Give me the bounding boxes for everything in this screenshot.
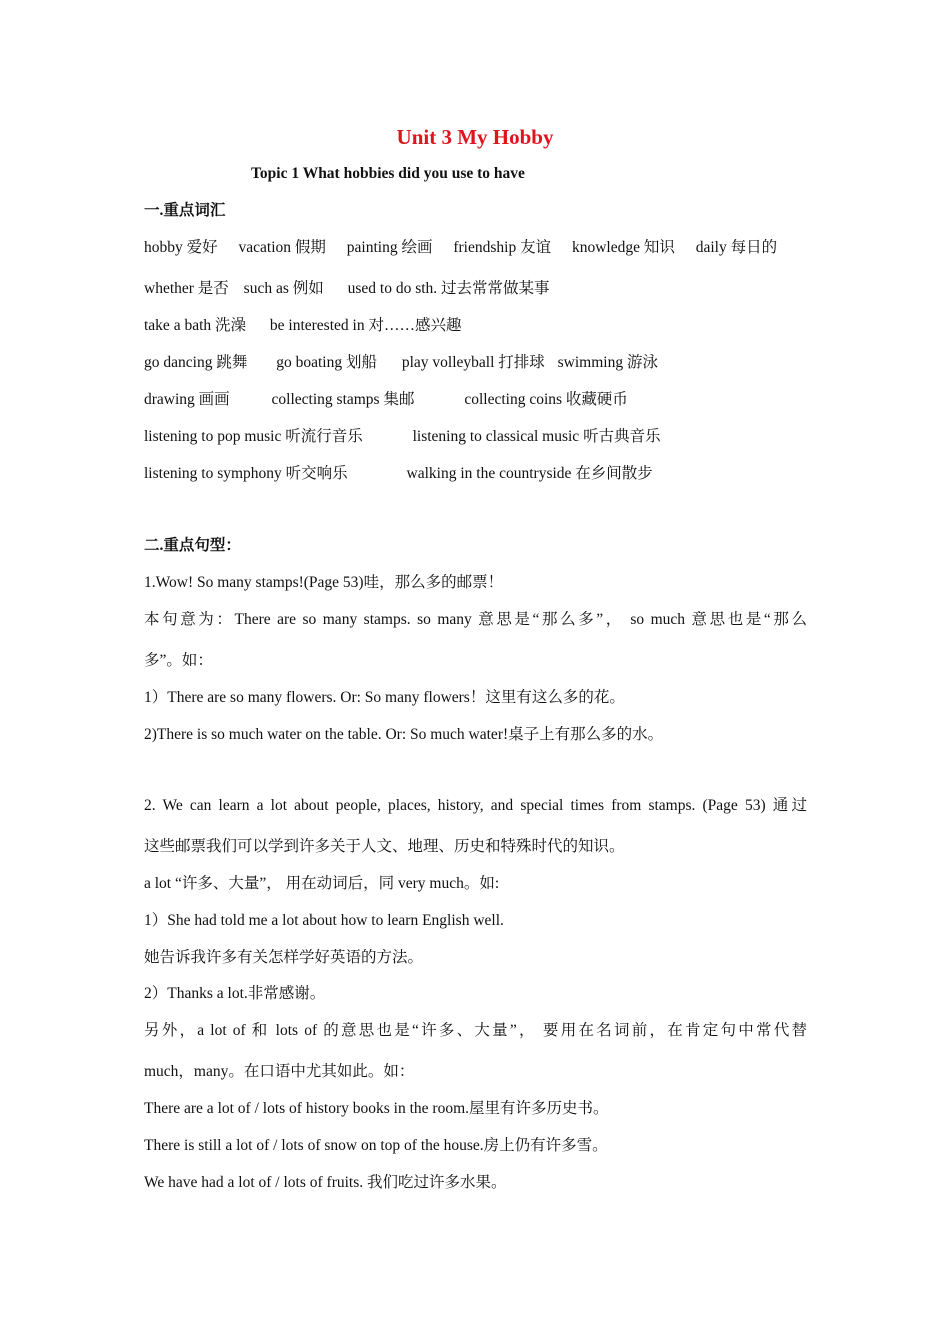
text-line: 2)There is so much water on the table. Or: So much water!桌子上有那么多的水。 xyxy=(144,726,664,743)
vocab-item: hobby 爱好 xyxy=(144,239,218,256)
text-line: 2. We can learn a lot about people, places, history, and special times from stamps. (Page 53) 通过 xyxy=(144,797,807,814)
text-line: There is still a lot of / lots of snow on top of the house.房上仍有许多雪。 xyxy=(144,1137,608,1154)
text-line: a lot “许多、大量”， 用在动词后，同 very much。如: xyxy=(144,875,500,892)
vocab-item: collecting stamps 集邮 xyxy=(271,391,415,408)
text-line: There are a lot of / lots of history books in the room.屋里有许多历史书。 xyxy=(144,1100,609,1117)
vocab-row-6 xyxy=(144,427,661,447)
vocab-item: listening to pop music 听流行音乐 xyxy=(144,428,363,445)
vocab-item: go dancing 跳舞 xyxy=(144,354,248,371)
topic-subtitle: Topic 1 What hobbies did you use to have xyxy=(251,165,525,182)
vocab-row-5 xyxy=(144,390,628,410)
vocab-item: be interested in 对……感兴趣 xyxy=(269,317,462,334)
text-line: 本句意为：There are so many stamps. so many 意思是“那么多”， so much 意思也是“那么 xyxy=(144,611,807,628)
vocab-item: go boating 划船 xyxy=(276,354,377,371)
text-line: 另外，a lot of 和 lots of 的意思也是“许多、大量”， 要用在名词前，在肯定句中常代替 xyxy=(144,1022,807,1039)
vocab-row-4 xyxy=(144,353,658,373)
text-line: 多”。如： xyxy=(144,652,213,669)
text-line: 1）There are so many flowers. Or: So many flowers！这里有这么多的花。 xyxy=(144,689,625,706)
vocab-item: such as 例如 xyxy=(243,280,324,297)
vocab-item: painting 绘画 xyxy=(346,239,433,256)
vocab-item: listening to classical music 听古典音乐 xyxy=(412,428,661,445)
section-heading-sentences: 二.重点句型： xyxy=(144,537,241,554)
section-heading-vocabulary: 一.重点词汇 xyxy=(144,202,226,219)
vocab-item: whether 是否 xyxy=(144,280,229,297)
vocab-item: drawing 画画 xyxy=(144,391,230,408)
vocab-item: play volleyball 打排球 xyxy=(401,354,545,371)
vocab-item: walking in the countryside 在乡间散步 xyxy=(406,465,653,482)
vocab-row-3 xyxy=(144,316,461,336)
vocab-item: collecting coins 收藏硬币 xyxy=(464,391,628,408)
vocab-row-7 xyxy=(144,464,653,484)
vocab-item: listening to symphony 听交响乐 xyxy=(144,465,348,482)
text-line: 这些邮票我们可以学到许多关于人文、地理、历史和特殊时代的知识。 xyxy=(144,838,625,855)
text-line: 2）Thanks a lot.非常感谢。 xyxy=(144,985,326,1002)
vocab-item: daily 每日的 xyxy=(695,239,778,256)
vocab-item: friendship 友谊 xyxy=(453,239,552,256)
text-line: We have had a lot of / lots of fruits. 我们吃过许多水果。 xyxy=(144,1174,507,1191)
vocab-item: take a bath 洗澡 xyxy=(144,317,247,334)
vocab-item: vacation 假期 xyxy=(238,239,326,256)
page-title: Unit 3 My Hobby xyxy=(396,125,554,149)
text-line: 1.Wow! So many stamps!(Page 53)哇，那么多的邮票！ xyxy=(144,574,504,591)
vocab-item: swimming 游泳 xyxy=(557,354,658,371)
text-line: 1）She had told me a lot about how to learn English well. xyxy=(144,912,504,929)
text-line: 她告诉我许多有关怎样学好英语的方法。 xyxy=(144,949,424,966)
vocab-item: used to do sth. 过去常常做某事 xyxy=(347,280,550,297)
vocab-row-1 xyxy=(144,238,777,258)
vocab-row-2 xyxy=(144,279,550,299)
text-line: much，many。在口语中尤其如此。如： xyxy=(144,1063,415,1080)
vocab-item: knowledge 知识 xyxy=(571,239,675,256)
